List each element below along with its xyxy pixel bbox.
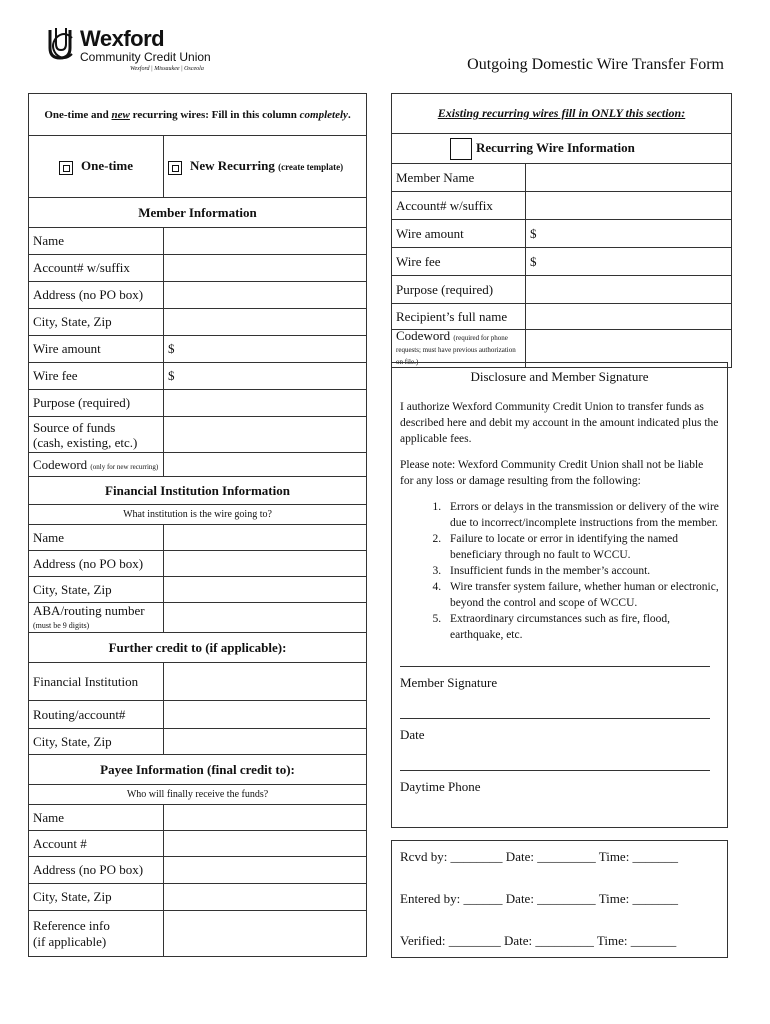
list-item: 3. Insufficient funds in the member’s account. [444,563,719,579]
entered-by-line[interactable]: Entered by: ______ Date: _________ Time: _______ [400,891,679,906]
recurring-checkbox[interactable] [450,138,472,160]
fi-name-field[interactable] [163,525,366,551]
one-time-option[interactable]: One-time [29,136,164,198]
date-line[interactable] [400,705,710,719]
recurring-codeword-label: Codeword (required for phone requests; must have previous authorization on file.) [392,330,526,368]
payee-info-header: Payee Information (final credit to): [29,755,367,785]
recurring-instruction: Existing recurring wires fill in ONLY this section: [392,94,732,134]
disclosure-list [444,499,719,643]
fi-address-field[interactable] [163,551,366,577]
member-field-label: Purpose (required) [29,390,164,417]
disclosure-authorization: I authorize Wexford Community Credit Union to transfer funds as described here and debit my account in the amount indicated plus the applicable fees. [400,401,719,445]
recurring-wire-amount-field[interactable]: $ [526,220,732,248]
further-credit-header: Further credit to (if applicable): [29,633,367,663]
disclosure-title: Disclosure and Member Signature [470,369,649,384]
recurring-field-label: Recipient’s full name [392,304,526,330]
recurring-account-field[interactable] [526,192,732,220]
logo-towns: Wexford | Missaukee | Osceola [130,66,204,72]
codeword-field[interactable] [163,453,366,477]
aba-field[interactable] [163,603,366,633]
list-item: 2. Failure to locate or error in identifying the named beneficiary through no fault to WCCU. [444,531,719,563]
left-column-form [28,93,367,957]
further-field-label: Financial Institution [29,663,164,701]
further-institution-field[interactable] [163,663,366,701]
list-item: 4. Wire transfer system failure, whether human or electronic, beyond the control and scope of WCCU. [444,579,719,611]
member-address-field[interactable] [163,282,366,309]
list-item: 1. Errors or delays in the transmission or delivery of the wire due to incorrect/incomplete instructions from the member. [444,499,719,531]
fi-field-label: Name [29,525,164,551]
logo-name: Wexford [80,26,165,51]
daytime-phone-label: Daytime Phone [400,779,481,794]
purpose-field[interactable] [163,390,366,417]
fi-city-field[interactable] [163,577,366,603]
reference-field[interactable] [163,911,366,957]
payee-account-field[interactable] [163,831,366,857]
member-field-label: City, State, Zip [29,309,164,336]
member-field-label: Wire amount [29,336,164,363]
recurring-field-label: Wire fee [392,248,526,276]
payee-field-label: City, State, Zip [29,884,164,911]
disclosure-section [391,362,728,828]
recurring-purpose-field[interactable] [526,276,732,304]
further-city-field[interactable] [163,729,366,755]
recurring-field-label: Purpose (required) [392,276,526,304]
office-use-section [391,840,728,958]
source-of-funds-field[interactable] [163,417,366,453]
wire-amount-field[interactable]: $ [163,336,366,363]
recurring-field-label: Wire amount [392,220,526,248]
payee-info-subheader: Who will finally receive the funds? [29,785,367,805]
disclosure-note: Please note: Wexford Community Credit Union shall not be liable for any loss or damage resulting from the following: [400,459,704,487]
source-of-funds-label: Source of funds (cash, existing, etc.) [29,417,164,453]
recurring-field-label: Member Name [392,164,526,192]
daytime-phone-line[interactable] [400,757,710,771]
new-recurring-option[interactable]: New Recurring (create template) [163,136,366,198]
verified-by-line[interactable]: Verified: ________ Date: _________ Time: _______ [400,933,677,948]
recurring-header[interactable]: Recurring Wire Information [392,134,732,164]
further-routing-field[interactable] [163,701,366,729]
recurring-wire-form [391,93,732,368]
member-city-field[interactable] [163,309,366,336]
left-instruction: One-time and new recurring wires: Fill in this column completely. [29,94,367,136]
member-field-label: Address (no PO box) [29,282,164,309]
list-item: 5. Extraordinary circumstances such as fire, flood, earthquake, etc. [444,611,719,643]
form-title: Outgoing Domestic Wire Transfer Form [467,56,724,73]
member-field-label: Wire fee [29,363,164,390]
member-field-label: Account# w/suffix [29,255,164,282]
payee-field-label: Account # [29,831,164,857]
wire-fee-field[interactable]: $ [163,363,366,390]
member-name-field[interactable] [163,228,366,255]
payee-field-label: Name [29,805,164,831]
recurring-field-label: Account# w/suffix [392,192,526,220]
reference-label: Reference info (if applicable) [29,911,164,957]
recurring-recipient-field[interactable] [526,304,732,330]
payee-field-label: Address (no PO box) [29,857,164,884]
member-field-label: Name [29,228,164,255]
payee-name-field[interactable] [163,805,366,831]
recurring-member-name-field[interactable] [526,164,732,192]
date-label: Date [400,727,425,742]
logo-subtitle: Community Credit Union [80,50,211,64]
member-signature-label: Member Signature [400,675,498,690]
fi-field-label: City, State, Zip [29,577,164,603]
fi-field-label: Address (no PO box) [29,551,164,577]
recurring-wire-fee-field[interactable]: $ [526,248,732,276]
further-field-label: Routing/account# [29,701,164,729]
member-info-header: Member Information [29,198,367,228]
financial-institution-header: Financial Institution Information [29,477,367,505]
further-field-label: City, State, Zip [29,729,164,755]
member-account-field[interactable] [163,255,366,282]
codeword-label: Codeword (only for new recurring) [29,453,164,477]
aba-label: ABA/routing number (must be 9 digits) [29,603,164,633]
member-signature-line[interactable] [400,653,710,667]
new-recurring-checkbox[interactable] [168,161,182,175]
received-by-line[interactable]: Rcvd by: ________ Date: _________ Time: _______ [400,849,679,864]
wccu-logo [44,24,244,76]
payee-address-field[interactable] [163,857,366,884]
financial-institution-subheader: What institution is the wire going to? [29,505,367,525]
wccu-logo-mark-icon [44,24,78,64]
payee-city-field[interactable] [163,884,366,911]
one-time-checkbox[interactable] [59,161,73,175]
